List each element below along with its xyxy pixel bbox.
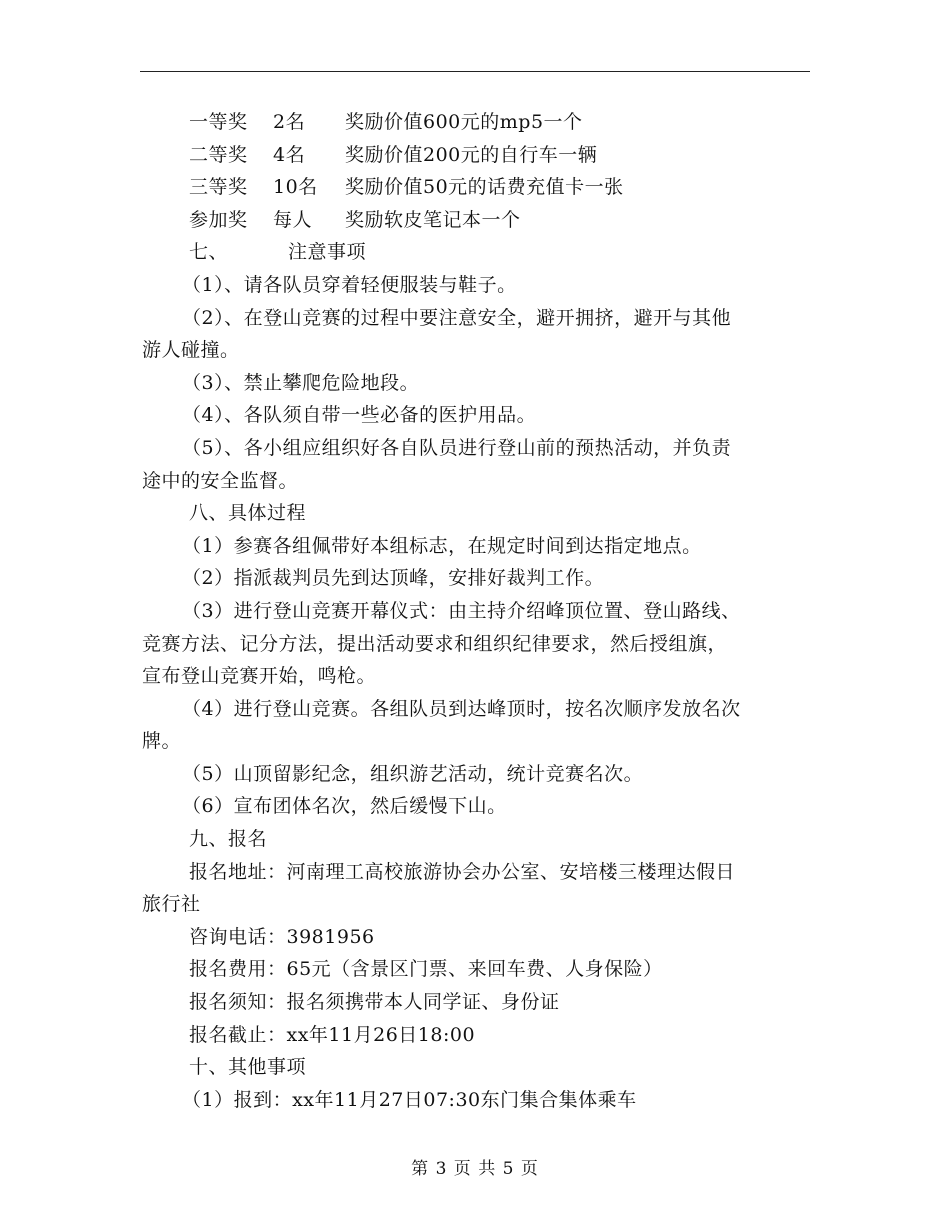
list-item: （3）、禁止攀爬危险地段。 — [182, 371, 420, 394]
section-7-title: 注意事项 — [288, 241, 367, 264]
registration-fee: 报名费用：65元（含景区门票、来回车费、人身保险） — [189, 958, 663, 981]
prize-count: 4名 — [273, 143, 306, 166]
list-item-continuation: 游人碰撞。 — [142, 339, 240, 362]
header-rule — [140, 71, 810, 72]
section-9-heading: 九、报名 — [189, 828, 268, 851]
list-item: （2）、在登山竞赛的过程中要注意安全，避开拥挤，避开与其他 — [182, 306, 732, 329]
registration-deadline: 报名截止：xx年11月26日18:00 — [189, 1023, 476, 1046]
list-item: （6）宣布团体名次，然后缓慢下山。 — [182, 795, 507, 818]
list-item: （5）山顶留影纪念，组织游艺活动，统计竞赛名次。 — [182, 762, 644, 785]
list-item: （1）、请各队员穿着轻便服装与鞋子。 — [182, 273, 517, 296]
list-item-continuation: 竞赛方法、记分方法，提出活动要求和组织纪律要求，然后授组旗， — [142, 632, 728, 655]
prize-rank: 参加奖 — [189, 208, 248, 231]
list-item: （4）进行登山竞赛。各组队员到达峰顶时，按名次顺序发放名次 — [182, 697, 741, 720]
prize-row-third — [142, 171, 812, 204]
section-7-heading — [142, 236, 812, 269]
prize-reward: 奖励价值600元的mp5一个 — [345, 111, 583, 133]
registration-address-continuation: 旅行社 — [142, 893, 201, 916]
prize-row-first — [142, 106, 812, 139]
page-number: 第 3 页 共 5 页 — [411, 1159, 539, 1179]
section-8-heading: 八、具体过程 — [189, 502, 307, 525]
prize-count: 10名 — [273, 176, 318, 199]
prize-count: 每人 — [273, 208, 313, 231]
list-item-continuation: 宣布登山竞赛开始，鸣枪。 — [142, 665, 377, 688]
list-item: （1）报到：xx年11月27日07:30东门集合集体乘车 — [182, 1088, 637, 1111]
section-10-heading: 十、其他事项 — [189, 1056, 307, 1079]
prize-reward: 奖励价值200元的自行车一辆 — [345, 143, 598, 166]
section-7-number: 七、 — [189, 241, 229, 264]
list-item: （1）参赛各组佩带好本组标志，在规定时间到达指定地点。 — [182, 534, 702, 557]
list-item-continuation: 途中的安全监督。 — [142, 469, 299, 492]
prize-row-participation — [142, 204, 812, 237]
prize-reward: 奖励软皮笔记本一个 — [345, 208, 521, 231]
registration-notice: 报名须知：报名须携带本人同学证、身份证 — [189, 991, 560, 1014]
list-item-continuation: 牌。 — [142, 730, 182, 753]
document-body — [142, 106, 812, 1116]
list-item: （5）、各小组应组织好各自队员进行登山前的预热活动，并负责 — [182, 436, 732, 459]
prize-rank: 三等奖 — [189, 176, 248, 199]
prize-rank: 二等奖 — [189, 143, 248, 166]
prize-row-second — [142, 139, 812, 172]
prize-rank: 一等奖 — [189, 111, 248, 133]
list-item: （2）指派裁判员先到达顶峰，安排好裁判工作。 — [182, 567, 605, 590]
registration-address: 报名地址：河南理工高校旅游协会办公室、安培楼三楼理达假日 — [189, 860, 736, 883]
list-item: （3）进行登山竞赛开幕仪式：由主持介绍峰顶位置、登山路线、 — [182, 599, 741, 622]
registration-phone: 咨询电话：3981956 — [189, 925, 375, 948]
prize-count: 2名 — [273, 111, 306, 133]
list-item: （4）、各队须自带一些必备的医护用品。 — [182, 404, 537, 427]
prize-reward: 奖励价值50元的话费充值卡一张 — [345, 176, 624, 199]
